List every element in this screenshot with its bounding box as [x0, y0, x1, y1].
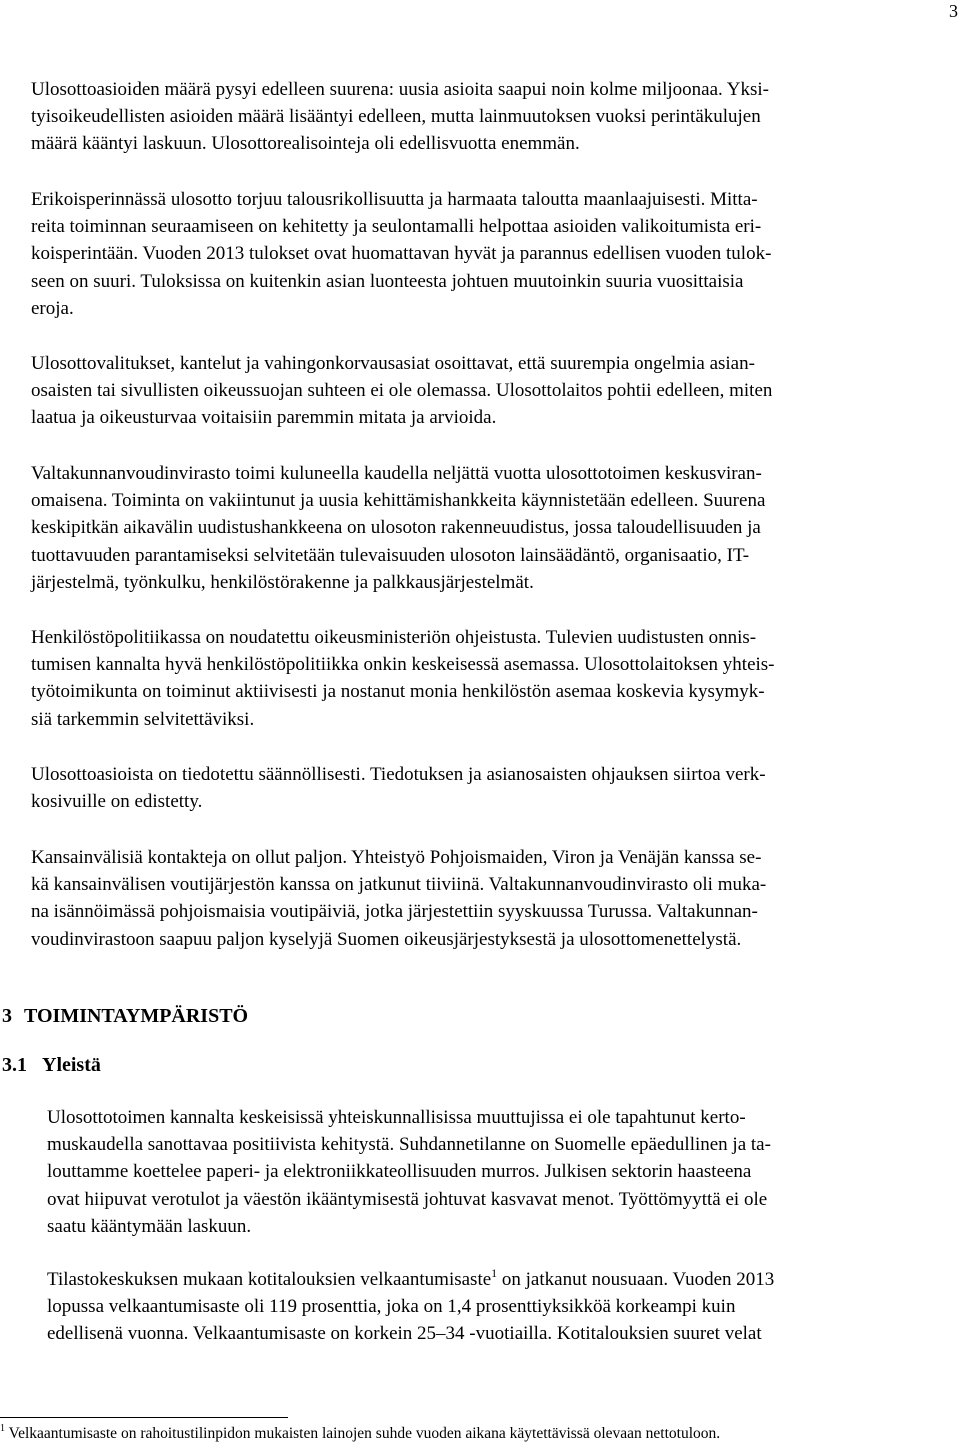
text-line: muskaudella sanottavaa positiivista kehitystä. Suhdannetilanne on Suomelle epäedullinen ja ta- [47, 1134, 771, 1156]
page-number: 3 [949, 1, 958, 21]
text-line: omaisena. Toiminta on vakiintunut ja uusia kehittämishankkeita käynnistetään edelleen. Suurena [31, 490, 766, 512]
section-number: 3 [2, 1005, 12, 1027]
footnote [0, 1424, 720, 1444]
text-line: kä kansainvälisen voutijärjestön kanssa on jatkunut tiiviinä. Valtakunnanvoudinvirasto oli muka- [31, 874, 767, 896]
section-heading [2, 1004, 248, 1028]
text-line: järjestelmä, työnkulku, henkilöstörakenne ja palkkausjärjestelmät. [31, 571, 534, 593]
footnote-reference[interactable]: 1 [491, 1266, 498, 1280]
paragraph-ulosottoasioiden-maara [31, 76, 769, 158]
paragraph-valtakunnanvoudinvirasto [31, 460, 765, 596]
text-segment: Tilastokeskuksen mukaan kotitalouksien velkaantumisaste [47, 1269, 492, 1290]
text-line: Erikoisperinnässä ulosotto torjuu talousrikollisuutta ja harmaata taloutta maanlaajuisesti. Mitta- [31, 189, 758, 210]
text-line: voudinvirastoon saapuu paljon kyselyjä Suomen oikeusjärjestyksestä ja ulosottomenettelystä. [31, 928, 742, 950]
footnote-marker: 1 [0, 1423, 5, 1434]
paragraph-yleista [47, 1104, 771, 1240]
text-line: keskipitkän aikavälin uudistushankkeena on ulosoton rakenneuudistus, jossa taloudellisuuden ja [31, 517, 761, 539]
paragraph-kansainvaliset-kontaktit [31, 844, 766, 953]
text-line: Kansainvälisiä kontakteja on ollut paljon. Yhteistyö Pohjoismaiden, Viron ja Venäjän kanssa se- [31, 847, 762, 868]
footnote-separator [0, 1417, 288, 1418]
text-line: siä tarkemmin selvitettäviksi. [31, 708, 255, 730]
text-line: eroja. [31, 297, 74, 319]
text-line: tumisen kannalta hyvä henkilöstöpolitiikka onkin keskeisessä asemassa. Ulosottolaitoksen yhteis- [31, 654, 775, 676]
text-line: laatua ja oikeusturvaa voitaisiin paremmin mitata ja arvioida. [31, 407, 497, 429]
paragraph-erikoisperinta [31, 186, 771, 322]
subsection-heading [2, 1053, 101, 1077]
text-line: reita toiminnan seuraamiseen on kehitetty ja seulontamalli helpottaa asioiden valikoitumista eri- [31, 216, 762, 238]
text-line: louttamme koettelee paperi- ja elektroniikkateollisuuden murros. Julkisen sektorin haasteena [47, 1161, 752, 1183]
text-line: tuottavuuden parantamiseksi selvitetään tulevaisuuden ulosoton lainsäädäntö, organisaatio, IT- [31, 544, 750, 566]
text-line: lopussa velkaantumisaste oli 119 prosenttia, joka on 1,4 prosenttiyksikköä korkeampi kuin [47, 1296, 736, 1318]
text-line: ovat hiipuvat verotulot ja väestön ikääntymisestä johtuvat kasvavat menot. Työttömyyttä ei ole [47, 1188, 768, 1210]
section-title: TOIMINTAYMPÄRISTÖ [24, 1005, 249, 1027]
paragraph-ulosottovalitukset [31, 350, 772, 432]
paragraph-tiedotus [31, 761, 766, 815]
text-line: kosivuille on edistetty. [31, 791, 203, 813]
paragraph-henkilostopolitiikka [31, 624, 775, 733]
text-line: osaisten tai sivullisten oikeussuojan suhteen ei ole olemassa. Ulosottolaitos pohtii edelleen, miten [31, 380, 773, 402]
text-line: seen on suuri. Tuloksissa on kuitenkin asian luonteesta johtuen muutoinkin suuria vuosittaisia [31, 270, 744, 292]
footnote-text: Velkaantumisaste on rahoitustilinpidon mukaisten lainojen suhde vuoden aikana käytettävissä olevaan nettotuloon. [5, 1425, 721, 1442]
text-line: edellisenä vuonna. Velkaantumisaste on korkein 25–34 -vuotiailla. Kotitalouksien suuret velat [47, 1323, 762, 1345]
subsection-title: Yleistä [42, 1054, 101, 1076]
text-line: na isännöimässä pohjoismaisia voutipäiviä, jotka järjestettiin syyskuussa Turussa. Valtakunnan- [31, 901, 758, 923]
text-line: Valtakunnanvoudinvirasto toimi kuluneella kaudella neljättä vuotta ulosottotoimen keskusviran- [31, 463, 762, 484]
subsection-number: 3.1 [2, 1054, 27, 1076]
text-line: työtoimikunta on toiminut aktiivisesti ja nostanut monia henkilöstön asemaa koskevia kysymyk- [31, 681, 765, 703]
text-line: Ulosottovalitukset, kantelut ja vahingonkorvausasiat osoittavat, että suurempia ongelmia asian- [31, 353, 755, 374]
text-line: Ulosottoasioiden määrä pysyi edelleen suurena: uusia asioita saapui noin kolme miljoonaa. Yksi- [31, 79, 770, 100]
text-line: Ulosottoasioista on tiedotettu säännöllisesti. Tiedotuksen ja asianosaisten ohjauksen siirtoa verk- [31, 764, 766, 785]
text-line [47, 1266, 774, 1293]
text-segment: on jatkanut nousuaan. Vuoden 2013 [497, 1269, 775, 1290]
text-line: määrä kääntyi laskuun. Ulosottorealisointeja oli edellisvuotta enemmän. [31, 133, 580, 155]
text-line: Henkilöstöpolitiikassa on noudatettu oikeusministeriön ohjeistusta. Tulevien uudistusten onnis- [31, 627, 757, 648]
text-line: koisperintään. Vuoden 2013 tulokset ovat huomattavan hyvät ja parannus edellisen vuoden tulok- [31, 243, 772, 265]
text-line: saatu kääntymään laskuun. [47, 1215, 252, 1237]
text-line: Ulosottotoimen kannalta keskeisissä yhteiskunnallisissa muuttujissa ei ole tapahtunut kerto- [47, 1107, 746, 1128]
text-line: tyisoikeudellisten asioiden määrä lisääntyi edelleen, mutta lainmuutoksen vuoksi perintäkulujen [31, 106, 761, 128]
paragraph-velkaantumisaste [47, 1266, 774, 1348]
